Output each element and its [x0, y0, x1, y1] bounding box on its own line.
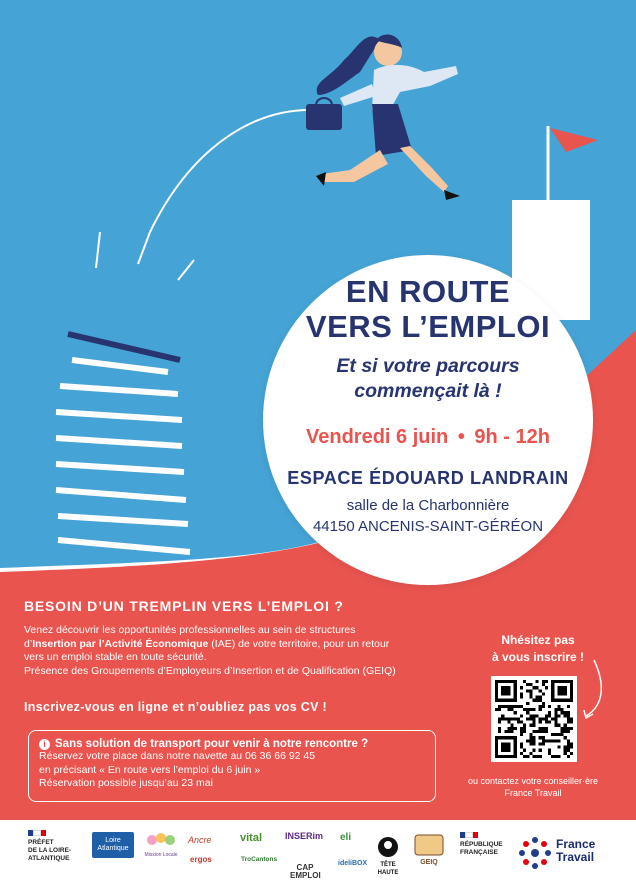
prefet-line-3: ATLANTIQUE — [28, 855, 70, 862]
ft-line-1: France — [556, 837, 596, 851]
mission-locale-text: Mission Locale — [144, 852, 178, 858]
transport-heading-text: Sans solution de transport pour venir à notre rencontre ? — [55, 738, 369, 750]
france-travail-logo — [516, 834, 616, 874]
ancre-logo: Ancre — [188, 835, 212, 845]
vital-logo: vital — [240, 832, 263, 844]
event-date — [263, 426, 593, 449]
republique-line-1: RÉPUBLIQUE — [460, 841, 503, 848]
date-separator: • — [457, 426, 465, 448]
subtitle-line-2: commençait là ! — [354, 380, 502, 402]
geiq-text: GEIQ — [420, 859, 438, 866]
subtitle — [263, 354, 593, 404]
french-flag-icon — [28, 830, 46, 836]
transport-box — [28, 730, 436, 802]
ft-line-2: Travail — [556, 850, 595, 864]
transport-heading — [39, 738, 425, 750]
geiq-icon — [414, 834, 444, 856]
venue-city: 44150 ANCENIS-SAINT-GÉRÉON — [312, 518, 544, 535]
section-title: BESOIN D’UN TREMPLIN VERS L’EMPLOI ? — [24, 598, 344, 614]
cap-line-2: EMPLOI — [290, 871, 321, 880]
qr-callout — [468, 632, 608, 666]
date-text: Vendredi 6 juin — [306, 426, 449, 448]
qr-call-line-2: à vous inscrire ! — [491, 650, 585, 664]
prefet-line-1: PRÉFET — [28, 839, 54, 846]
mission-locale-logo — [142, 832, 180, 859]
intro-prefix: d’ — [24, 637, 33, 650]
contact-text — [453, 776, 613, 799]
subtitle-line-1: Et si votre parcours — [336, 355, 520, 377]
intro-suffix: (IAE) de votre territoire, pour un retour — [208, 637, 390, 650]
trocantons-logo: TroCantons — [241, 856, 278, 863]
title-line-2: VERS L’EMPLOI — [305, 309, 551, 344]
loire-atlantique-logo: Loire Atlantique — [92, 832, 134, 858]
cap-line-1: CAP — [296, 863, 314, 872]
transport-line-3: Réservation possible jusqu’au 23 mai — [39, 777, 213, 789]
qr-code[interactable] — [491, 676, 577, 762]
intro-line-4: Présence des Groupements d’Employeurs d’Insertion et de Qualification (GEIQ) — [24, 664, 396, 677]
cta-text: Inscrivez-vous en ligne et n’oubliez pas vos CV ! — [24, 700, 327, 714]
transport-line-1: Réservez votre place dans notre navette au 06 36 66 92 45 — [39, 750, 316, 762]
tete-haute-text: TÊTE HAUTE — [377, 862, 399, 876]
intro-line-3: vers un emploi stable en toute sécurité. — [24, 651, 207, 663]
prefet-line-2: DE LA LOIRE- — [28, 847, 72, 854]
mission-locale-icon — [146, 832, 176, 848]
title-line-1: EN ROUTE — [345, 274, 511, 309]
iae-highlight: Insertion par l’Activité Économique — [32, 637, 209, 650]
transport-line-2: en précisant « En route vers l’emploi du 6 juin » — [39, 763, 261, 776]
qr-code-icon — [495, 680, 573, 758]
republique-line-2: FRANÇAISE — [460, 849, 498, 856]
venue-room: salle de la Charbonnière — [346, 497, 510, 514]
venue-name: ESPACE ÉDOUARD LANDRAIN — [287, 468, 569, 488]
page-title — [263, 274, 593, 344]
french-flag-icon-2 — [460, 832, 478, 838]
intro-line-2 — [24, 638, 464, 652]
geiq-logo — [412, 834, 446, 867]
contact-line-1: ou contactez votre conseiller·ère — [467, 776, 599, 786]
intro-line-1: Venez découvrir les opportunités professionnelles au sein de structures — [24, 624, 356, 636]
contact-line-2: France Travail — [504, 787, 562, 798]
eli-logo: eli — [340, 832, 352, 843]
republique-logo — [460, 832, 512, 857]
partner-logos — [0, 820, 636, 892]
france-travail-icon — [516, 834, 554, 872]
inserim-logo: INSERim — [285, 831, 324, 841]
tete-haute-icon — [377, 836, 399, 858]
tete-haute-logo — [374, 836, 402, 877]
france-travail-text — [556, 838, 595, 864]
idelibox-logo: ideliBOX — [338, 860, 368, 867]
ergos-logo: ergos — [190, 855, 212, 864]
cap-emploi-logo — [290, 864, 320, 880]
qr-call-line-1: Nhésitez pas — [501, 633, 575, 647]
prefet-logo — [28, 830, 78, 863]
time-text: 9h - 12h — [474, 426, 550, 448]
info-icon: i — [39, 739, 50, 750]
intro-text — [24, 624, 464, 678]
